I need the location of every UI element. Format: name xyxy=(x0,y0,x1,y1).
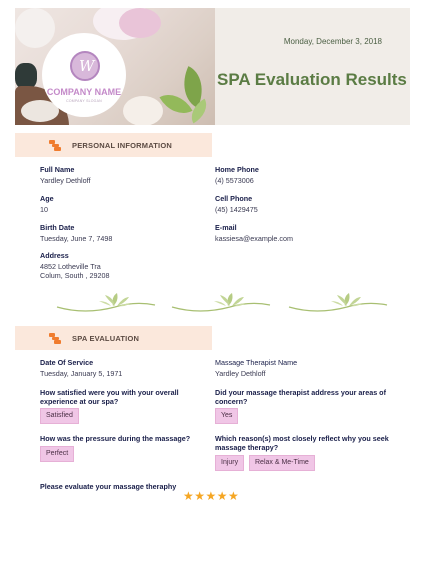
therapist-label: Massage Therapist Name xyxy=(215,358,298,367)
concern-question: Did your massage therapist address your areas of concern? xyxy=(215,388,386,406)
full-name-value: Yardley Dethloff xyxy=(40,176,91,185)
page-title: SPA Evaluation Results xyxy=(217,70,407,89)
home-phone-value: (4) 5573006 xyxy=(215,176,254,185)
star-rating: ★★★★★ xyxy=(183,489,240,503)
reason-answer: Injury xyxy=(215,455,244,471)
leaf-divider-icon xyxy=(287,293,389,315)
reason-answer: Relax & Me-Time xyxy=(249,455,315,471)
logo-mark-icon: W xyxy=(70,51,100,81)
evaluation-page xyxy=(15,8,410,568)
age-label: Age xyxy=(40,194,54,203)
service-date-value: Tuesday, January 5, 1971 xyxy=(40,369,123,378)
company-name: COMPANY NAME xyxy=(46,87,122,97)
rating-question: Please evaluate your massage theraphy xyxy=(40,482,177,491)
cell-phone-label: Cell Phone xyxy=(215,194,253,203)
spa-evaluation-section-header xyxy=(15,326,212,350)
satisfaction-question: How satisfied were you with your overall experience at our spa? xyxy=(40,388,179,406)
full-name-label: Full Name xyxy=(40,165,75,174)
company-logo xyxy=(42,33,126,117)
pressure-answer: Perfect xyxy=(40,446,74,462)
leaf-divider-icon xyxy=(55,293,157,315)
pressure-question: How was the pressure during the massage? xyxy=(40,434,191,443)
cell-phone-value: (45) 1429475 xyxy=(215,205,258,214)
address-line2: Colum, South , 29208 xyxy=(40,271,110,280)
leaf-divider-icon xyxy=(170,293,272,315)
age-value: 10 xyxy=(40,205,48,214)
section-icon xyxy=(49,333,61,344)
address-label: Address xyxy=(40,251,69,260)
concern-answer: Yes xyxy=(215,408,238,424)
section-title: PERSONAL INFORMATION xyxy=(72,141,172,150)
email-value: kassiesa@example.com xyxy=(215,234,294,243)
birth-date-value: Tuesday, June 7, 7498 xyxy=(40,234,113,243)
section-icon xyxy=(49,140,61,151)
satisfaction-answer: Satisfied xyxy=(40,408,79,424)
personal-info-section-header xyxy=(15,133,212,157)
therapist-value: Yardley Dethloff xyxy=(215,369,266,378)
report-date: Monday, December 3, 2018 xyxy=(283,37,382,46)
reason-question: Which reason(s) most closely reflect why you seek massage therapy? xyxy=(215,434,389,452)
company-slogan: COMPANY SLOGAN xyxy=(66,99,102,103)
address-line1: 4852 Lotheville Tra xyxy=(40,262,101,271)
header-banner xyxy=(15,8,410,125)
service-date-label: Date Of Service xyxy=(40,358,94,367)
home-phone-label: Home Phone xyxy=(215,165,259,174)
birth-date-label: Birth Date xyxy=(40,223,75,232)
section-title: SPA EVALUATION xyxy=(72,334,140,343)
email-label: E-mail xyxy=(215,223,237,232)
